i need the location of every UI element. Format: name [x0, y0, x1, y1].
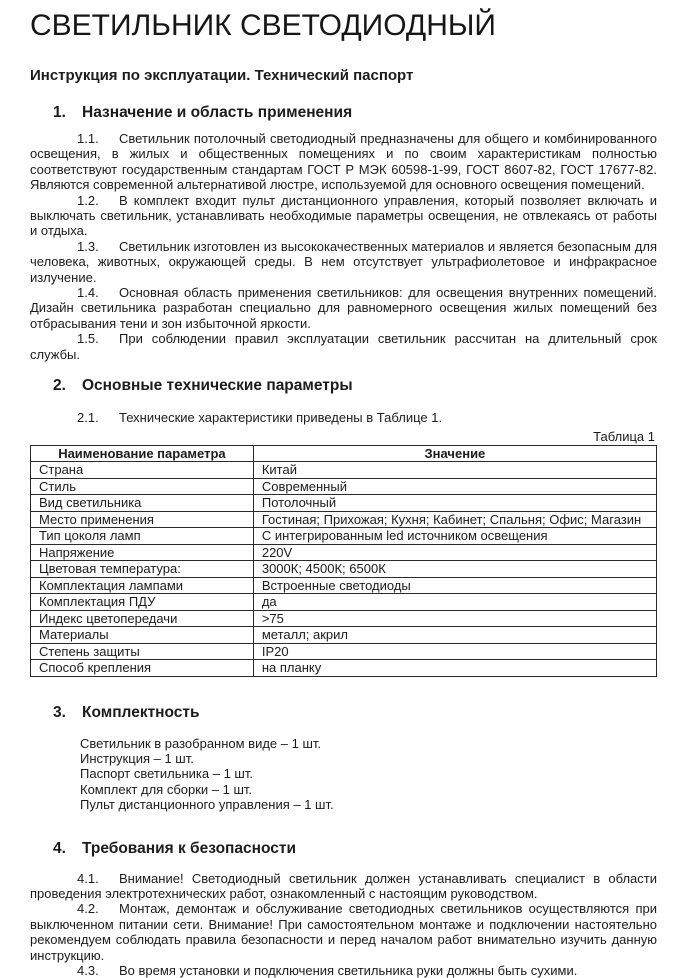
section-4-number: 4.: [53, 839, 66, 857]
table-row: [31, 511, 657, 528]
table-row: [31, 577, 657, 594]
section-2-title: Основные технические параметры: [82, 377, 353, 395]
section-1-number: 1.: [53, 104, 66, 121]
table-header-row: [31, 445, 657, 462]
section-2-body: [30, 410, 657, 425]
param-value: на планку: [253, 660, 656, 677]
document-subtitle: Инструкция по эксплуатации. Технический паспорт: [30, 67, 414, 84]
paragraph-1-4-number: 1.4.: [77, 285, 99, 301]
section-4-title: Требования к безопасности: [82, 839, 297, 857]
paragraph-1-1: [30, 131, 657, 193]
param-name: Материалы: [31, 627, 254, 644]
param-value: Китай: [253, 462, 656, 479]
paragraph-1-1-number: 1.1.: [77, 131, 99, 146]
paragraph-4-2-number: 4.2.: [77, 901, 99, 917]
section-3-heading: [53, 703, 657, 722]
table-row: [31, 478, 657, 495]
table-row: [31, 495, 657, 512]
table-row: [31, 660, 657, 677]
table-header-value: Значение: [253, 445, 656, 462]
param-value: IP20: [253, 643, 656, 660]
paragraph-1-3-number: 1.3.: [77, 238, 99, 254]
section-3-title: Комплектность: [82, 703, 200, 721]
table-row: [31, 643, 657, 660]
paragraph-4-1: [30, 871, 657, 902]
param-name: Степень защиты: [31, 643, 254, 660]
paragraph-1-5: [30, 331, 657, 362]
paragraph-4-1-text: Внимание! Светодиодный светильник должен устанавливать специалист в области проведения электротехнических работ, ознакомленный с настоящим руководством.: [30, 870, 657, 901]
section-1-heading: [53, 103, 657, 122]
list-item: Пульт дистанционного управления – 1 шт.: [80, 797, 334, 813]
table-row: [31, 610, 657, 627]
paragraph-1-5-number: 1.5.: [77, 331, 99, 347]
paragraph-4-3-text: Во время установки и подключения светильника руки должны быть сухими.: [119, 962, 578, 978]
table-row: [31, 561, 657, 578]
param-value: 220V: [253, 544, 656, 561]
param-value: С интегрированным led источником освещения: [253, 528, 656, 545]
paragraph-4-3-number: 4.3.: [77, 962, 99, 978]
param-name: Способ крепления: [31, 660, 254, 677]
list-item: Паспорт светильника – 1 шт.: [80, 766, 253, 782]
paragraph-2-1-text: Технические характеристики приведены в Таблице 1.: [119, 410, 443, 426]
param-value: 3000К; 4500К; 6500К: [253, 561, 656, 578]
table-row: [31, 528, 657, 545]
param-value: Потолочный: [253, 495, 656, 512]
paragraph-1-2: [30, 193, 657, 239]
paragraph-4-1-number: 4.1.: [77, 870, 99, 886]
paragraph-4-3: [30, 963, 657, 978]
contents-list: [80, 736, 657, 813]
param-name: Цветовая температура:: [31, 561, 254, 578]
param-value: Встроенные светодиоды: [253, 577, 656, 594]
param-value: металл; акрил: [253, 627, 656, 644]
list-item: Комплект для сборки – 1 шт.: [80, 781, 253, 797]
paragraph-2-1: [30, 410, 657, 425]
section-1-body: [30, 131, 657, 362]
paragraph-1-5-text: При соблюдении правил эксплуатации светильник рассчитан на длительный срок службы.: [30, 331, 657, 362]
param-value: >75: [253, 610, 656, 627]
param-name: Комплектация лампами: [31, 577, 254, 594]
list-item: Светильник в разобранном виде – 1 шт.: [80, 735, 322, 751]
paragraph-1-3-text: Светильник изготовлен из высококачественных материалов и является безопасным для человека, животных, окружающей среды. В нем отсутствует ультрафиолетовое и инфракрасное излучение.: [30, 238, 657, 285]
section-4-heading: [53, 839, 657, 858]
param-name: Комплектация ПДУ: [31, 594, 254, 611]
table-row: [31, 627, 657, 644]
param-name: Тип цоколя ламп: [31, 528, 254, 545]
paragraph-1-4: [30, 285, 657, 331]
param-name: Напряжение: [31, 544, 254, 561]
param-value: Современный: [253, 478, 656, 495]
table-row: [31, 594, 657, 611]
section-2-number: 2.: [53, 377, 66, 395]
paragraph-1-3: [30, 239, 657, 285]
paragraph-1-4-text: Основная область применения светильников: для освещения внутренних помещений. Дизайн светильника разработан специально для равномерного освещения жилых помещений без отбрасывания тени и зон избыточной яркости.: [30, 285, 657, 331]
paragraph-2-1-number: 2.1.: [77, 410, 99, 426]
table-row: [31, 544, 657, 561]
section-1-title: Назначение и область применения: [82, 104, 353, 121]
param-name: Стиль: [31, 478, 254, 495]
paragraph-1-2-number: 1.2.: [77, 192, 99, 208]
paragraph-4-2-text: Монтаж, демонтаж и обслуживание светодиодных светильников осуществляются при выключенном питании сети. Внимание! При самостоятельном монтаже и подключении настоятельно рекомендуем соблюдать правила безопасности и перед началом работ внимательно изучить данную инструкцию.: [30, 901, 657, 963]
param-value: Гостиная; Прихожая; Кухня; Кабинет; Спальня; Офис; Магазин: [253, 511, 656, 528]
section-3-number: 3.: [53, 703, 66, 721]
param-name: Вид светильника: [31, 495, 254, 512]
document-title: СВЕТИЛЬНИК СВЕТОДИОДНЫЙ: [30, 9, 496, 42]
table-header-parameter: Наименование параметра: [31, 445, 254, 462]
param-name: Индекс цветопередачи: [31, 610, 254, 627]
paragraph-1-2-text: В комплект входит пульт дистанционного управления, который позволяет включать и выключать светильник, устанавливать необходимые параметры освещения, не отвлекаясь от работы и отдыха.: [30, 192, 657, 239]
paragraph-1-1-text: Светильник потолочный светодиодный предназначены для общего и комбинированного освещения, в жилых и общественных помещениях и по своим характеристикам полностью соответствуют государственным стандартам ГОСТ Р МЭК 60598-1-99, ГОСТ 8607-82, ГОСТ 17677-82. Являются современной альтернативой люстре, используемой для основного освещения помещений.: [30, 131, 657, 193]
param-name: Страна: [31, 462, 254, 479]
param-value: да: [253, 594, 656, 611]
section-4-body: [30, 871, 657, 978]
param-name: Место применения: [31, 511, 254, 528]
section-2-heading: [53, 376, 657, 395]
table-row: [31, 462, 657, 479]
table-1-label: Таблица 1: [593, 428, 655, 444]
list-item: Инструкция – 1 шт.: [80, 750, 194, 766]
parameters-table: [30, 445, 657, 677]
paragraph-4-2: [30, 901, 657, 963]
